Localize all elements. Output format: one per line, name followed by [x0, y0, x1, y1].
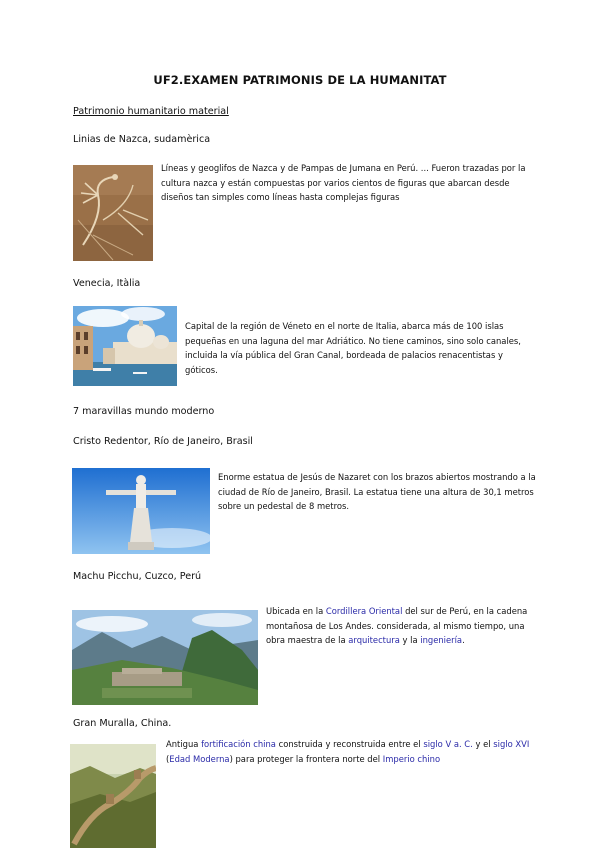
machu-description	[266, 604, 532, 648]
machu-text-3: y la	[399, 635, 421, 645]
machu-text-2: del sur de Perú, en la cadena montañosa de Los Andes. considerada, al mismo tiempo, una obra maestra de la	[266, 606, 528, 645]
machu-picchu-image	[72, 610, 258, 705]
heading-machu-picchu: Machu Picchu, Cuzco, Perú	[73, 571, 202, 582]
link-arquitectura[interactable]: arquitectura	[348, 635, 400, 645]
venice-image	[73, 306, 177, 386]
nazca-image	[73, 165, 153, 261]
link-siglo-xvi[interactable]: siglo XVI	[493, 739, 530, 749]
muralla-text-5: ) para proteger la frontera norte del	[229, 753, 383, 764]
link-edad-moderna[interactable]: Edad Moderna	[169, 753, 230, 764]
muralla-text-1: Antigua	[166, 739, 202, 749]
cristo-image	[72, 468, 210, 554]
venecia-description: Capital de la región de Véneto en el norte de Italia, abarca más de 100 islas pequeñas en una laguna del mar Adriático. No tiene caminos, sino solo canales, incluida la vía pública del Gran Canal, bordeada de palacios renacentistas y góticos.	[185, 321, 521, 375]
great-wall-image	[70, 744, 156, 848]
heading-cristo: Cristo Redentor, Río de Janeiro, Brasil	[73, 436, 253, 447]
link-cordillera-oriental[interactable]: Cordillera Oriental	[325, 606, 403, 616]
machu-text-1: Ubicada en la	[266, 606, 326, 616]
cristo-description: Enorme estatua de Jesús de Nazaret con los brazos abiertos mostrando a la ciudad de Río de Janeiro, Brasil. La estatua tiene una altura de 30,1 metros sobre un pedestal de 8 metros.	[218, 472, 536, 511]
heading-nazca: Linias de Nazca, sudamèrica	[73, 134, 211, 145]
machu-text-4: .	[462, 635, 465, 645]
heading-7-maravillas: 7 maravillas mundo moderno	[73, 406, 215, 417]
muralla-text-2: construida y reconstruida entre el	[275, 739, 424, 749]
link-siglo-v-ac[interactable]: siglo V a. C.	[423, 739, 473, 749]
link-ingenieria[interactable]: ingeniería	[420, 635, 463, 645]
muralla-text-4: (	[166, 753, 170, 764]
nazca-description: Líneas y geoglifos de Nazca y de Pampas de Jumana en Perú. ... Fueron trazadas por la cultura nazca y están compuestas por varios cientos de figuras que abarcan desde diseños tan simples como líneas hasta complejas figuras	[161, 163, 526, 202]
link-fortificacion-china[interactable]: fortificación china	[201, 739, 276, 749]
link-imperio-chino[interactable]: Imperio chino	[382, 753, 441, 764]
muralla-text-3: y el	[472, 739, 494, 749]
heading-gran-muralla: Gran Muralla, China.	[73, 718, 172, 729]
section-heading: Patrimonio humanitario material	[73, 106, 229, 117]
heading-venecia: Venecia, Itàlia	[73, 278, 141, 289]
muralla-description	[166, 737, 532, 766]
page-title: UF2.EXAMEN PATRIMONIS DE LA HUMANITAT	[153, 73, 447, 87]
